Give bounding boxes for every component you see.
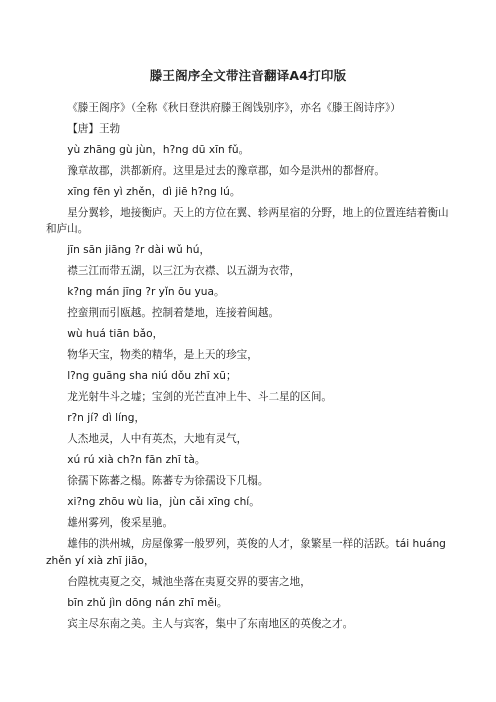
translation-line: 人杰地灵，人中有英杰，大地有灵气， xyxy=(67,433,248,446)
translation-line: 龙光射牛斗之墟；宝剑的光芒直冲上牛、斗二星的区间。 xyxy=(67,391,333,404)
translation-line: 豫章故郡，洪都新府。这里是过去的豫章郡，如今是洪州的都督府。 xyxy=(67,165,385,177)
translation-line: 星分翼轸，地接衡庐。天上的方位在翼、轸两星宿的分野，地上的位置连结着衡山和庐山。 xyxy=(46,207,449,236)
translation-line: 宾主尽东南之美。主人与宾客，集中了东南地区的英俊之才。 xyxy=(67,617,354,630)
text-line: 《滕王阁序》（全称《秋日登洪府滕王阁饯别序》，亦名《滕王阁诗序》） xyxy=(67,102,401,114)
translation-line: 徐孺下陈蕃之榻。陈蕃专为徐孺设下几榻。 xyxy=(67,475,269,488)
document-body xyxy=(46,100,450,632)
translation-line: 雄伟的洪州城，房屋像雾一般罗列，英俊的人才，象繁星一样的活跃。tái huáng zhěn yí xià zhī jiāo， xyxy=(46,538,450,567)
pinyin-line: xú rú xià ch?n fān zhī tà。 xyxy=(67,454,206,467)
pinyin-line: wù huá tiān bǎo， xyxy=(67,328,164,341)
translation-line: 襟三江而带五湖，以三江为衣襟、以五湖为衣带， xyxy=(67,265,301,278)
pinyin-line: bīn zhǔ jìn dōng nán zhī měi。 xyxy=(67,596,228,609)
pinyin-line: xīng fēn yì zhěn，dì jiē h?ng lú。 xyxy=(67,186,241,198)
pinyin-line: r?n jí? dì líng， xyxy=(67,412,146,425)
pinyin-line: jīn sān jiāng ?r dài wǔ hú， xyxy=(67,244,211,257)
translation-line: 雄州雾列，俊采星驰。 xyxy=(67,517,174,530)
pinyin-line: yù zhāng gù jùn，h?ng dū xīn fǔ。 xyxy=(67,144,250,156)
pinyin-line: k?ng mán jīng ?r yǐn ōu yua。 xyxy=(67,286,225,299)
document-title: 滕王阁序全文带注音翻译A4打印版 xyxy=(149,68,347,83)
text-line: 【唐】王勃 xyxy=(67,123,121,135)
pinyin-line: l?ng guāng sha niú dǒu zhī xū； xyxy=(67,370,237,383)
translation-line: 台隍枕夷夏之交，城池坐落在夷夏交界的要害之地， xyxy=(67,575,311,588)
pinyin-line: xi?ng zhōu wù lia，jùn cǎi xīng chí。 xyxy=(67,496,260,509)
translation-line: 物华天宝，物类的精华，是上天的珍宝， xyxy=(67,349,258,362)
translation-line: 控蛮荆而引瓯越。控制着楚地，连接着闽越。 xyxy=(67,307,280,320)
